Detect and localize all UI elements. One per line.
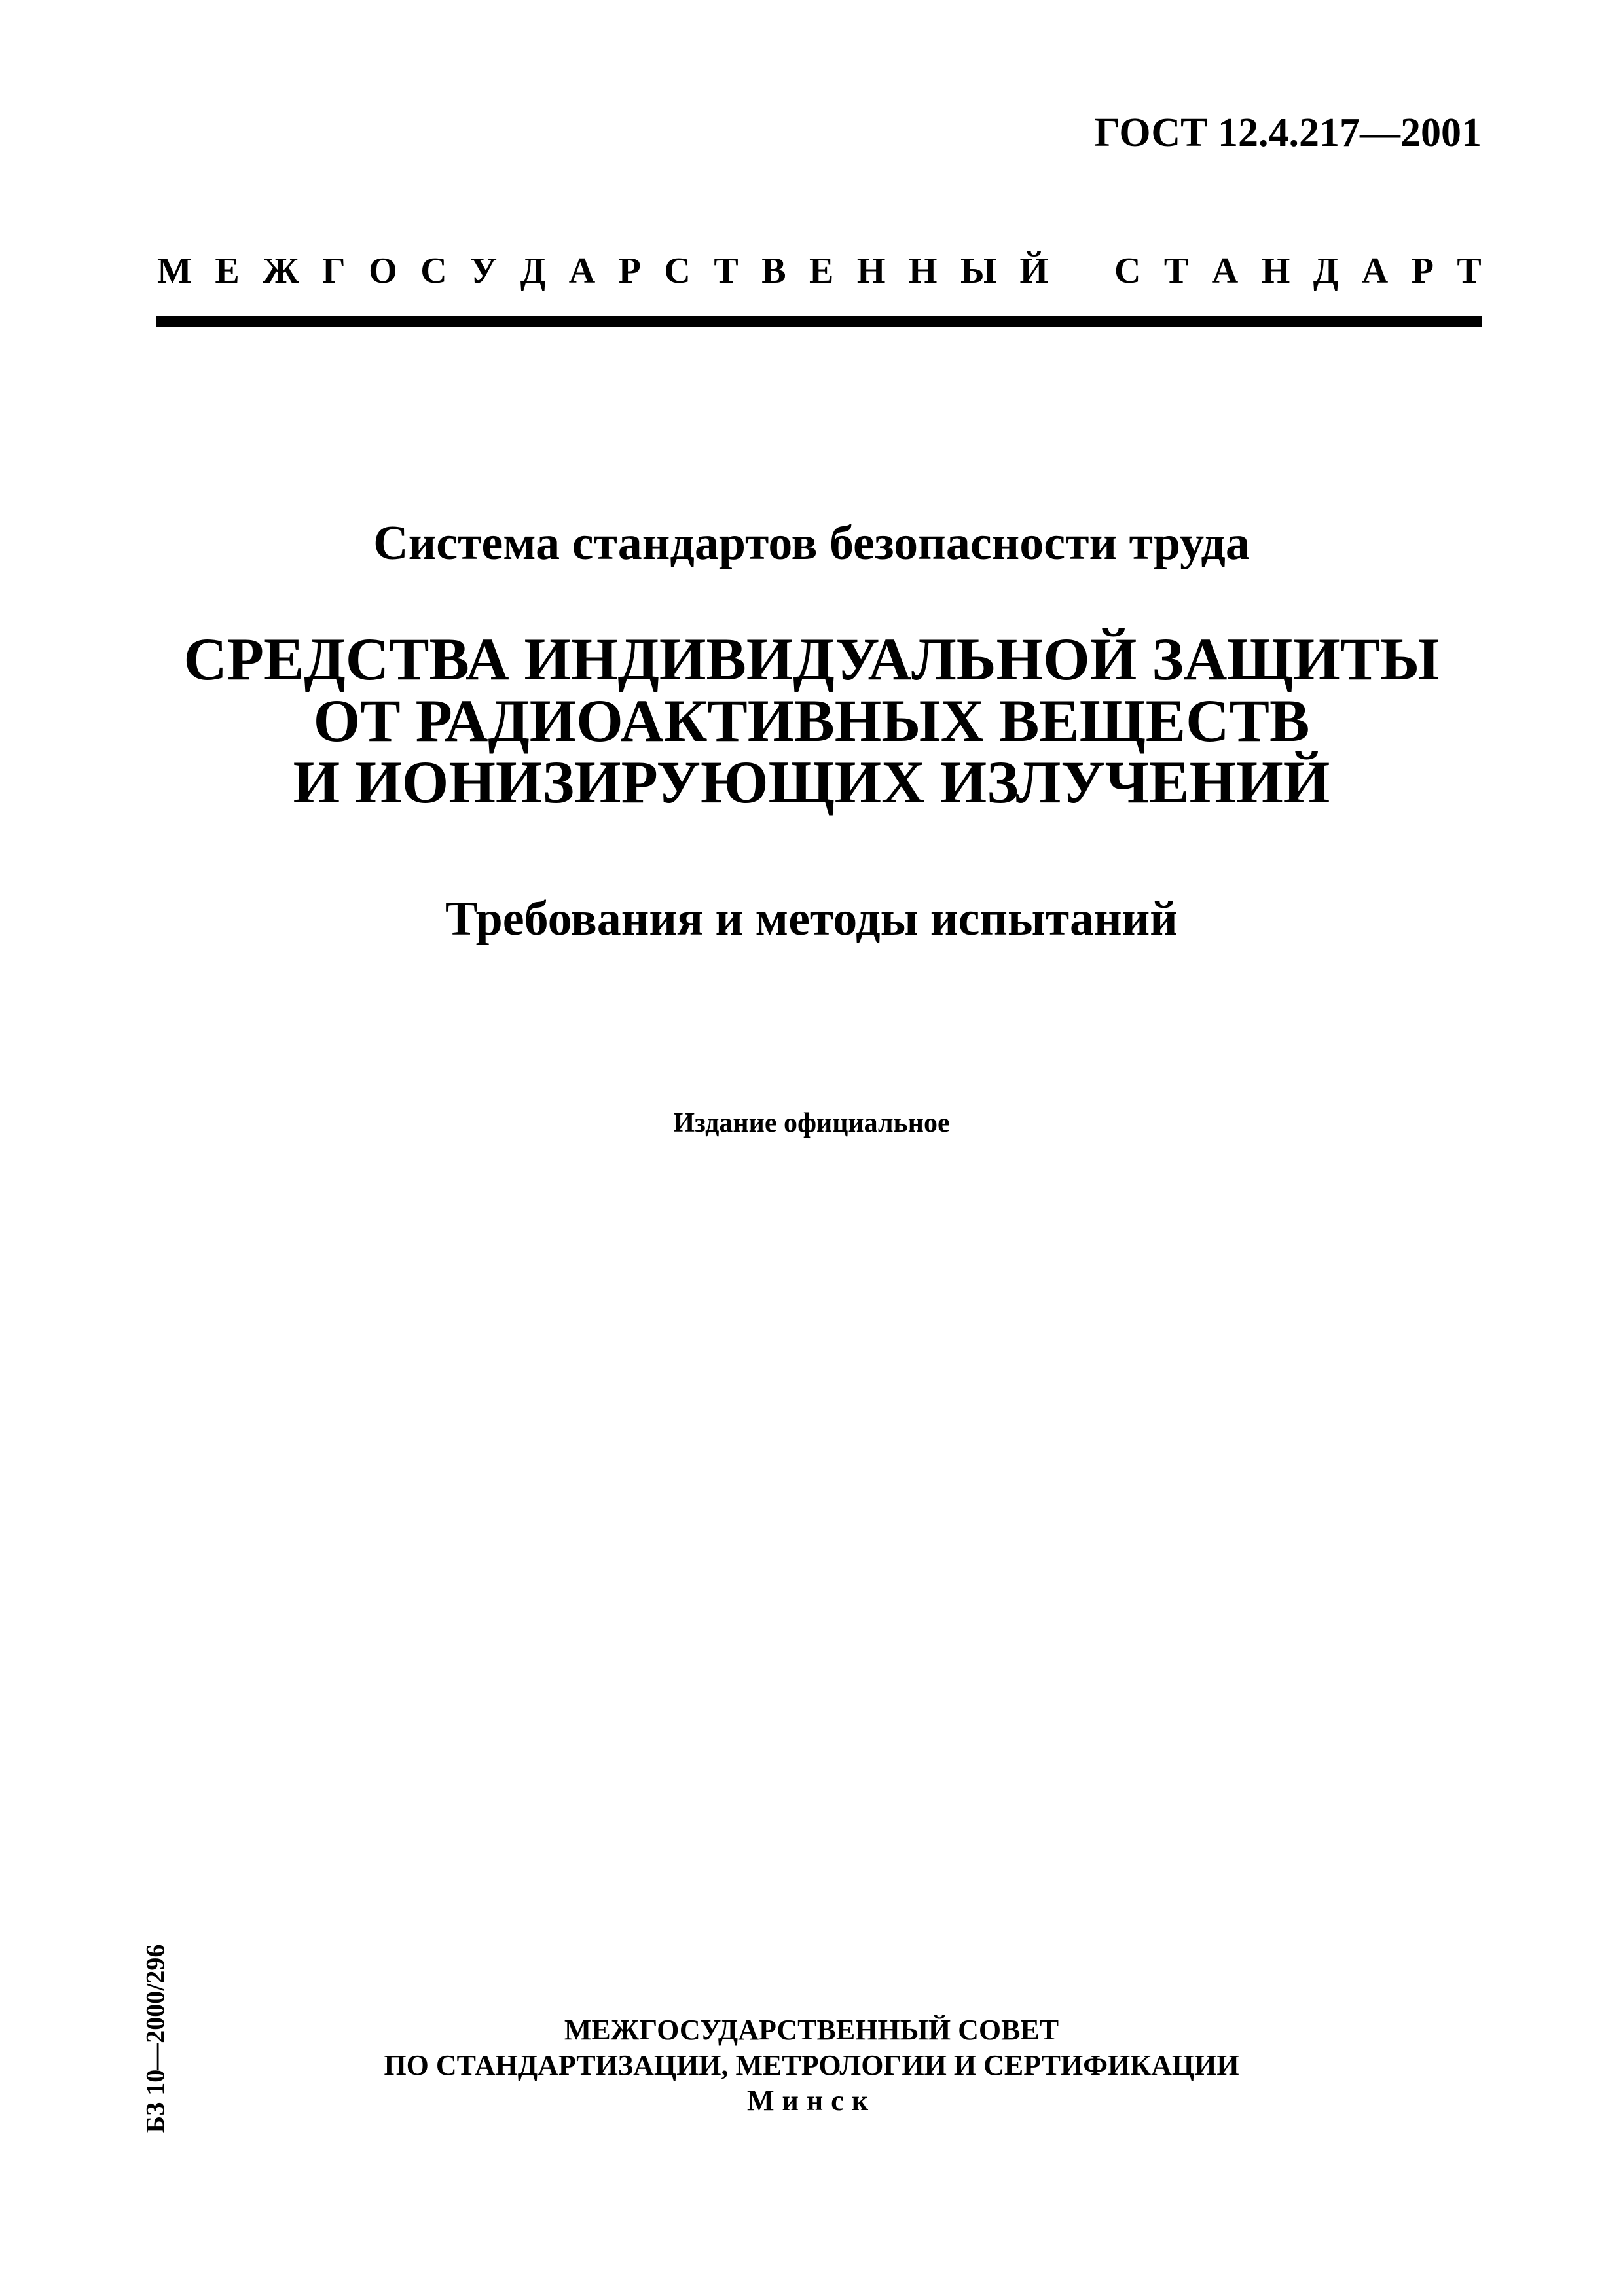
heading-letter: Н [856,251,886,291]
publisher-block [0,2013,1623,2119]
document-subtitle: Требования и методы испытаний [445,892,1178,946]
heading-letter: Д [1313,251,1339,291]
heading-letter: А [1211,251,1239,291]
publisher-city: Минск [746,2085,877,2117]
heading-letter: Н [908,251,938,291]
heading-letter: А [1361,251,1389,291]
heading-letter: Д [520,251,546,291]
heading-letter: М [157,251,192,291]
publisher-line: МЕЖГОСУДАРСТВЕННЫЙ СОВЕТ [564,2014,1059,2046]
gost-number: ГОСТ 12.4.217—2001 [1094,111,1482,155]
header-rule [156,316,1482,327]
heading-letter: Ы [960,251,996,291]
heading-letter: С [1114,251,1141,291]
standards-series-title: Система стандартов безопасности труда [373,516,1250,570]
document-title [0,626,1623,816]
heading-letter: В [761,251,786,291]
heading-letter: Е [215,251,240,291]
heading-letter: Т [1457,251,1482,291]
heading-letter: Р [1411,251,1434,291]
heading-letter: Г [322,251,346,291]
heading-letter: У [470,251,498,291]
side-code-text: БЗ 10—2000/296 [140,1944,170,2134]
heading-letter: С [420,251,447,291]
heading-letter: Т [1163,251,1189,291]
heading-letter: С [664,251,691,291]
heading-letter: Н [1261,251,1290,291]
interstate-standard-heading [157,247,1482,295]
heading-letter: Р [618,251,641,291]
title-line: ОТ РАДИОАКТИВНЫХ ВЕЩЕСТВ [313,687,1310,754]
publisher-line: ПО СТАНДАРТИЗАЦИИ, МЕТРОЛОГИИ И СЕРТИФИКАЦИИ [384,2049,1239,2081]
heading-letter: Й [1019,251,1049,291]
title-line: И ИОНИЗИРУЮЩИХ ИЗЛУЧЕНИЙ [293,749,1330,816]
heading-letter: Т [714,251,739,291]
heading-letter: Е [809,251,834,291]
official-edition-note: Издание официальное [673,1108,950,1138]
heading-letter: Ж [263,251,299,291]
title-line: СРЕДСТВА ИНДИВИДУАЛЬНОЙ ЗАЩИТЫ [183,626,1440,692]
heading-letter: А [568,251,596,291]
heading-letter: О [369,251,397,291]
word-gap [1072,247,1091,295]
